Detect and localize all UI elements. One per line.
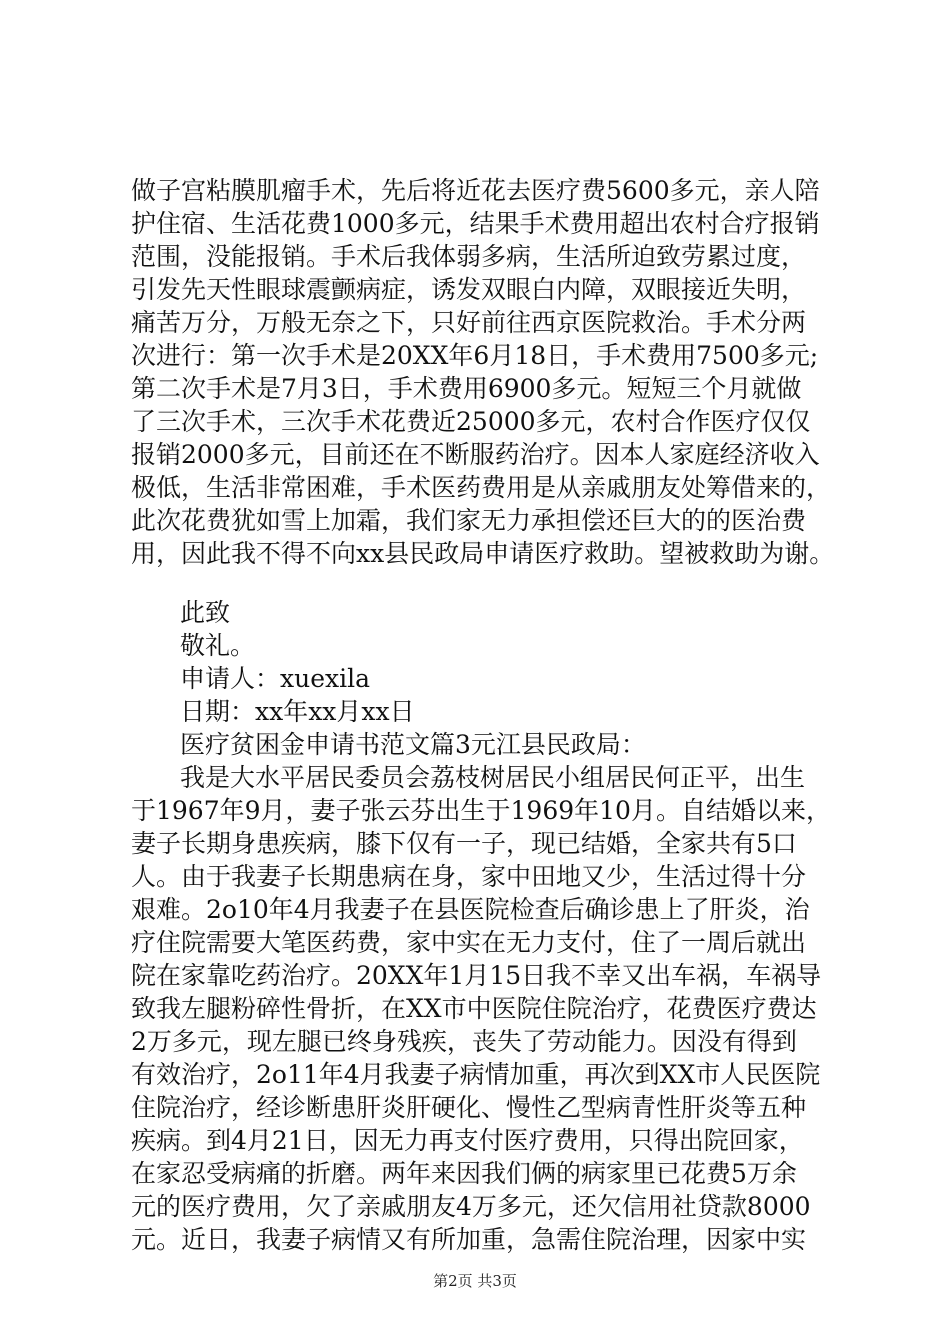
text-line: 做子宫粘膜肌瘤手术，先后将近花去医疗费5600多元，亲人陪	[131, 176, 820, 205]
text-line: 人。由于我妻子长期患病在身，家中田地又少，生活过得十分	[131, 862, 807, 891]
salutation-line: 此致	[180, 598, 231, 627]
salutation-line: 敬礼。	[180, 631, 256, 660]
text-line: 致我左腿粉碎性骨折，在XX市中医院住院治疗，花费医疗费达	[131, 994, 817, 1023]
text-line: 元的医疗费用，欠了亲戚朋友4万多元，还欠信用社贷款8000	[131, 1192, 811, 1221]
text-line: 此次花费犹如雪上加霜，我们家无力承担偿还巨大的的医治费	[131, 506, 807, 535]
text-line: 住院治疗，经诊断患肝炎肝硬化、慢性乙型病青性肝炎等五种	[131, 1093, 807, 1122]
date-line: 日期：xx年xx月xx日	[180, 697, 415, 726]
page-footer: 第2页 共3页	[433, 1272, 517, 1290]
text-line: 引发先天性眼球震颤病症，诱发双眼白内障，双眼接近失明，	[131, 275, 807, 304]
text-line: 2万多元，现左腿已终身残疾，丧失了劳动能力。因没有得到	[131, 1027, 797, 1056]
text-line: 艰难。2o10年4月我妻子在县医院检查后确诊患上了肝炎，治	[131, 895, 810, 924]
text-line: 疗住院需要大笔医药费，家中实在无力支付，住了一周后就出	[131, 928, 807, 957]
section-heading: 医疗贫困金申请书范文篇3元江县民政局：	[180, 730, 646, 759]
text-line: 我是大水平居民委员会荔枝树居民小组居民何正平，出生	[180, 763, 806, 792]
text-line: 用，因此我不得不向xx县民政局申请医疗救助。望被救助为谢。	[131, 539, 835, 568]
text-line: 护住宿、生活花费1000多元，结果手术费用超出农村合疗报销	[131, 209, 820, 238]
text-line: 院在家靠吃药治疗。20XX年1月15日我不幸又出车祸，车祸导	[131, 961, 822, 990]
text-line: 在家忍受病痛的折磨。两年来因我们俩的病家里已花费5万余	[131, 1159, 797, 1188]
text-line: 范围，没能报销。手术后我体弱多病，生活所迫致劳累过度，	[131, 242, 807, 271]
text-line: 极低，生活非常困难，手术医药费用是从亲戚朋友处筹借来的，	[131, 473, 832, 502]
text-line: 元。近日，我妻子病情又有所加重，急需住院治理，因家中实	[131, 1225, 807, 1254]
text-line: 于1967年9月，妻子张云芬出生于1969年10月。自结婚以来，	[131, 796, 831, 825]
text-line: 妻子长期身患疾病，膝下仅有一子，现已结婚，全家共有5口	[131, 829, 797, 858]
text-line: 有效治疗，2o11年4月我妻子病情加重，再次到XX市人民医院	[131, 1060, 821, 1089]
text-line: 次进行：第一次手术是20XX年6月18日，手术费用7500多元;	[131, 341, 819, 370]
text-line: 疾病。到4月21日，因无力再支付医疗费用，只得出院回家，	[131, 1126, 804, 1155]
text-line: 报销2000多元，目前还在不断服药治疗。因本人家庭经济收入	[131, 440, 820, 469]
applicant-line: 申请人：xuexila	[180, 664, 370, 693]
text-line: 第二次手术是7月3日，手术费用6900多元。短短三个月就做	[131, 374, 802, 403]
text-line: 了三次手术，三次手术花费近25000多元，农村合作医疗仅仅	[131, 407, 811, 436]
text-line: 痛苦万分，万般无奈之下，只好前往西京医院救治。手术分两	[131, 308, 807, 337]
